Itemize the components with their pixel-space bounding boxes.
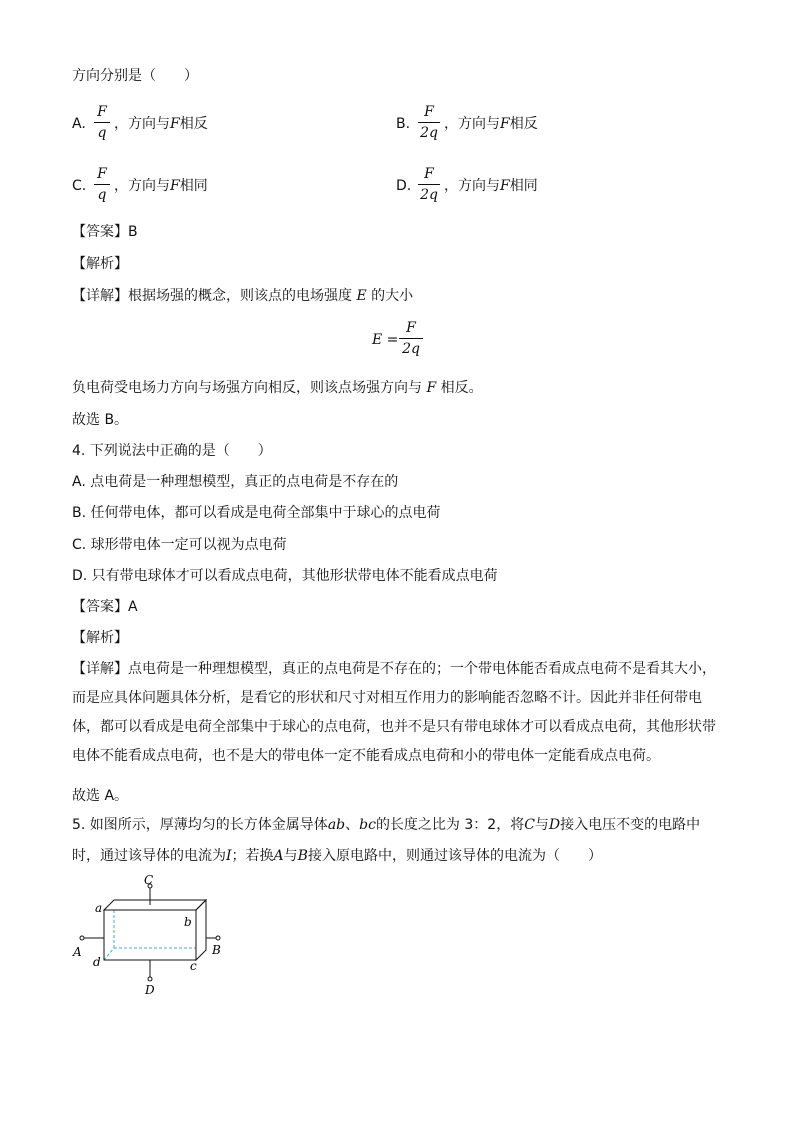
hidden-edge	[104, 948, 114, 960]
fraction-numerator: F	[424, 166, 434, 182]
q4-answer	[72, 597, 138, 617]
option-fraction	[94, 165, 110, 204]
formula-fraction	[399, 319, 423, 358]
detail-tag: 【详解】	[72, 661, 128, 677]
q4-option-a: A. 点电荷是一种理想模型，真正的点电荷是不存在的	[72, 474, 399, 490]
option-label: B.	[396, 116, 411, 132]
answer-tag: 【答案】	[72, 224, 128, 240]
right-face	[196, 900, 206, 960]
q5-stem-line2: 时，通过该导体的电流为I；若换A与B接入原电路中，则通过该导体的电流为（ ）	[72, 848, 602, 864]
option-text: ，方向与F相反	[114, 116, 208, 132]
fraction-bar	[418, 184, 440, 185]
q3-analysis-tag: 【解析】	[72, 256, 128, 272]
label-D: D	[145, 983, 155, 997]
q4-option-c: C. 球形带电体一定可以视为点电荷	[72, 537, 287, 553]
option-label: A.	[72, 116, 86, 132]
answer-tag: 【答案】	[72, 599, 128, 615]
answer-value: A	[128, 599, 138, 615]
fraction-bar	[418, 122, 440, 123]
option-text: ，方向与F相同	[444, 178, 538, 194]
q4-option-b: B. 任何带电体，都可以看成是电荷全部集中于球心的点电荷	[72, 505, 441, 521]
conductor-figure	[66, 870, 236, 1000]
label-A: A	[73, 945, 82, 959]
detail-tag: 【详解】	[72, 288, 128, 304]
q4-stem: 4. 下列说法中正确的是（ ）	[72, 443, 272, 459]
fraction-denominator: 2q	[420, 187, 438, 203]
fraction-denominator: q	[97, 187, 107, 203]
fraction-numerator: F	[97, 166, 107, 182]
terminal-b	[216, 936, 220, 940]
fraction-denominator: 2q	[402, 341, 420, 357]
label-b: b	[184, 915, 192, 929]
fraction-bar	[94, 122, 110, 123]
formula-lhs: E =	[372, 332, 399, 348]
fraction-bar	[399, 338, 423, 339]
option-fraction	[418, 103, 440, 142]
option-label: D.	[396, 178, 412, 194]
terminal-d	[148, 977, 152, 981]
fraction-numerator: F	[97, 104, 107, 120]
q3-stem-tail: 方向分别是（ ）	[72, 68, 198, 84]
q4-option-d: D. 只有带电球体才可以看成点电荷，其他形状带电体不能看成点电荷	[72, 568, 498, 584]
fraction-denominator: 2q	[420, 125, 438, 141]
fraction-numerator: F	[406, 320, 416, 336]
option-text: ，方向与F相同	[114, 178, 208, 194]
label-B: B	[212, 943, 221, 957]
label-d: d	[93, 955, 101, 969]
q5-stem-line1: 5. 如图所示，厚薄均匀的长方体金属导体ab、bc的长度之比为 3：2，将C与D接入电压不变的电路中	[72, 817, 701, 833]
front-face	[104, 910, 196, 960]
option-fraction	[94, 103, 110, 142]
answer-value: B	[128, 224, 138, 240]
top-face	[104, 900, 206, 910]
q4-analysis-tag: 【解析】	[72, 630, 128, 646]
label-C: C	[144, 873, 154, 887]
fraction-denominator: q	[97, 125, 107, 141]
label-c: c	[190, 959, 197, 973]
q3-detail: 【详解】根据场强的概念，则该点的电场强度 E 的大小	[72, 288, 414, 304]
q3-conclusion: 故选 B。	[72, 412, 129, 428]
q4-conclusion: 故选 A。	[72, 788, 129, 804]
q3-answer	[72, 222, 138, 242]
terminal-a	[80, 936, 84, 940]
detail-text: 点电荷是一种理想模型，真正的点电荷是不存在的；一个带电体能否看成点电荷不是看其大小，而是应具体问题具体分析，是看它的形状和尺寸对相互作用力的影响能否忽略不计。因此并非任何带电体，都可以看成是电荷全部集中于球心的点电荷，也并不是只有带电球体才可以看成点电荷，其他形状带电体不能看成点电荷，也不是大的带电体一定不能看成点电荷和小的带电体一定能看成点电荷。	[72, 661, 716, 764]
q4-detail	[72, 655, 722, 771]
label-a: a	[95, 901, 103, 915]
fraction-numerator: F	[424, 104, 434, 120]
option-label: C.	[72, 178, 87, 194]
fraction-bar	[94, 184, 110, 185]
option-fraction	[418, 165, 440, 204]
q3-line2: 负电荷受电场力方向与场强方向相反，则该点场强方向与 F 相反。	[72, 380, 483, 396]
option-text: ，方向与F相反	[444, 116, 538, 132]
